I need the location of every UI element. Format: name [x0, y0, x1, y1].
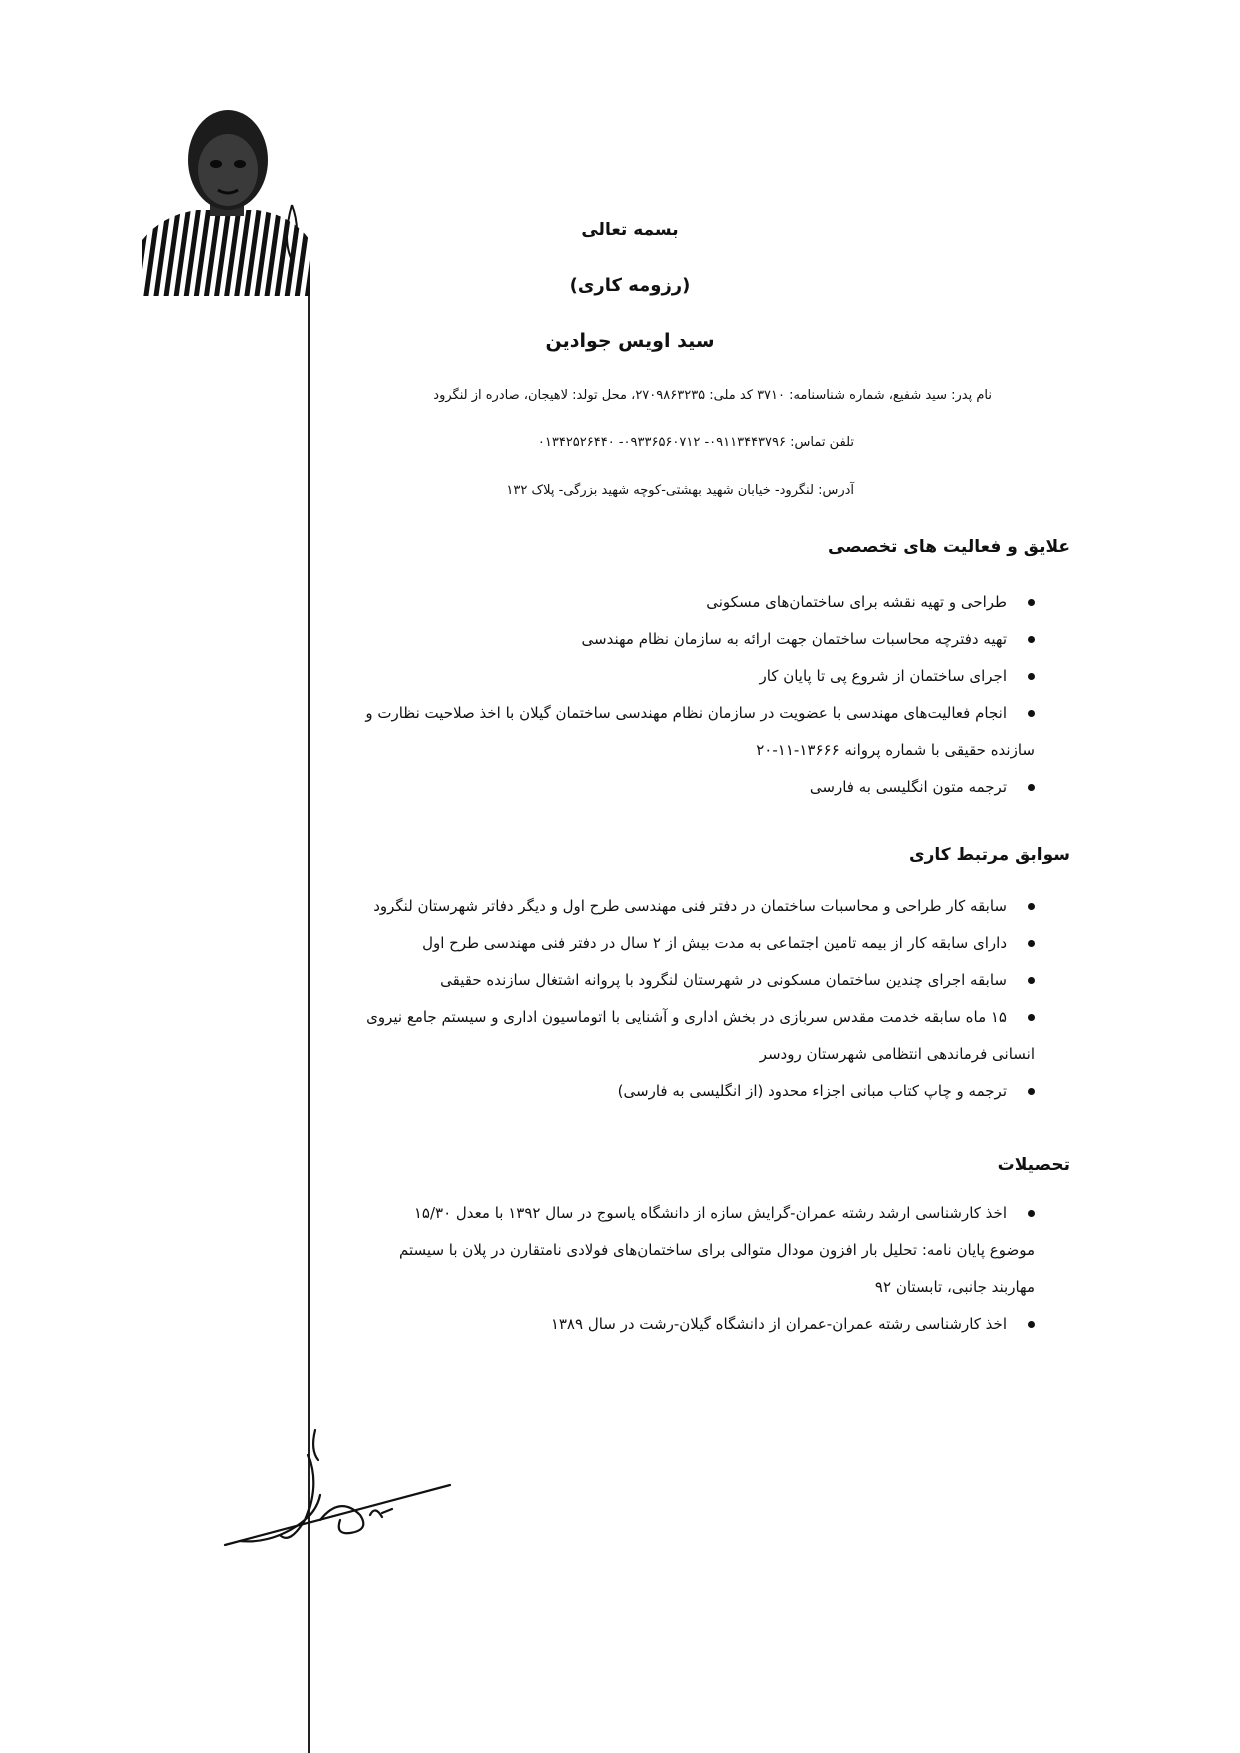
experience-list-item: [235, 888, 1035, 925]
experience-item-text: سابقه اجرای چندین ساختمان مسکونی در شهرستان لنگرود با پروانه اشتغال سازنده حقیقی: [440, 971, 1007, 989]
experience-list-item: [235, 962, 1035, 999]
education-list-item: [235, 1195, 1035, 1232]
interests-item-text: تهیه دفترچه محاسبات ساختمان جهت ارائه به سازمان نظام مهندسی: [581, 630, 1007, 648]
bullet-icon: [1028, 977, 1035, 984]
interests-heading: علایق و فعالیت های تخصصی: [828, 537, 1070, 557]
education-list-item: [235, 1269, 1035, 1306]
experience-list-item: [235, 1036, 1035, 1073]
experience-item-text: دارای سابقه کار از بیمه تامین اجتماعی به مدت بیش از ۲ سال در دفتر فنی مهندسی طرح اول: [422, 934, 1007, 952]
interests-list-item: [235, 621, 1035, 658]
bullet-icon: [1028, 599, 1035, 606]
profile-photo: [142, 90, 310, 296]
interests-list-item: [235, 584, 1035, 621]
interests-item-text: اجرای ساختمان از شروع پی تا پایان کار: [759, 667, 1007, 685]
experience-item-text: انسانی فرماندهی انتظامی شهرستان رودسر: [759, 1045, 1035, 1063]
experience-list-item: [235, 999, 1035, 1036]
handwritten-signature: [220, 1425, 460, 1555]
education-item-text: مهاربند جانبی، تابستان ۹۲: [874, 1278, 1035, 1296]
bullet-icon: [1028, 1014, 1035, 1021]
education-item-text: موضوع پایان نامه: تحلیل بار افزون مودال متوالی برای ساختمان‌های فولادی نامتقارن در پلان با سیستم: [399, 1241, 1035, 1259]
person-name: سید اویس جوادین: [545, 330, 715, 352]
experience-item-text: سابقه کار طراحی و محاسبات ساختمان در دفتر فنی مهندسی طرح اول و دیگر دفاتر شهرستان لنگرود: [373, 897, 1007, 915]
bullet-icon: [1028, 1088, 1035, 1095]
bullet-icon: [1028, 1321, 1035, 1328]
experience-list-item: [235, 1073, 1035, 1110]
bullet-icon: [1028, 1210, 1035, 1217]
education-item-text: اخذ کارشناسی رشته عمران-عمران از دانشگاه گیلان-رشت در سال ۱۳۸۹: [550, 1315, 1007, 1333]
bullet-icon: [1028, 636, 1035, 643]
interests-item-text: طراحی و تهیه نقشه برای ساختمان‌های مسکونی: [706, 593, 1007, 611]
experience-heading: سوابق مرتبط کاری: [908, 845, 1070, 865]
education-list-item: [235, 1232, 1035, 1269]
interests-item-text: انجام فعالیت‌های مهندسی با عضویت در سازمان نظام مهندسی ساختمان گیلان با اخذ صلاحیت نظارت و: [365, 704, 1007, 722]
bullet-icon: [1028, 710, 1035, 717]
interests-item-text: ترجمه متون انگلیسی به فارسی: [809, 778, 1007, 796]
bullet-icon: [1028, 673, 1035, 680]
bullet-icon: [1028, 784, 1035, 791]
bullet-icon: [1028, 940, 1035, 947]
interests-list-item: [235, 658, 1035, 695]
experience-list-item: [235, 925, 1035, 962]
personal-details: نام پدر: سید شفیع، شماره شناسنامه: ۳۷۱۰ کد ملی: ۲۷۰۹۸۶۳۲۳۵، محل تولد: لاهیجان، صادره از لنگرود: [433, 388, 992, 403]
phone-numbers: تلفن تماس: ۰۹۱۱۳۴۴۳۷۹۶- ۰۹۳۳۶۵۶۰۷۱۲- ۰۱۳۴۲۵۲۶۴۴۰: [537, 435, 854, 450]
education-heading: تحصیلات: [997, 1155, 1070, 1175]
education-list: [235, 1195, 1035, 1343]
address: آدرس: لنگرود- خیابان شهید بهشتی-کوچه شهید بزرگی- پلاک ۱۳۲: [506, 483, 854, 498]
interests-list-item: [235, 695, 1035, 732]
education-list-item: [235, 1306, 1035, 1343]
experience-item-text: ترجمه و چاپ کتاب مبانی اجزاء محدود (از انگلیسی به فارسی): [617, 1082, 1007, 1100]
document-type-heading: (رزومه کاری): [569, 275, 691, 296]
experience-item-text: ۱۵ ماه سابقه خدمت مقدس سربازی در بخش اداری و آشنایی با اتوماسیون اداری و سیستم جامع نیروی: [366, 1008, 1007, 1026]
education-item-text: اخذ کارشناسی ارشد رشته عمران-گرایش سازه از دانشگاه یاسوج در سال ۱۳۹۲ با معدل ۱۵/۳۰: [413, 1204, 1007, 1222]
bullet-icon: [1028, 903, 1035, 910]
experience-list: [235, 888, 1035, 1110]
basmala-heading: بسمه تعالی: [581, 220, 679, 240]
interests-list-item: [235, 732, 1035, 769]
interests-item-text: سازنده حقیقی با شماره پروانه ۱۳۶۶۶-۱۱-۲۰: [756, 741, 1035, 759]
interests-list-item: [235, 769, 1035, 806]
interests-list: [235, 584, 1035, 806]
